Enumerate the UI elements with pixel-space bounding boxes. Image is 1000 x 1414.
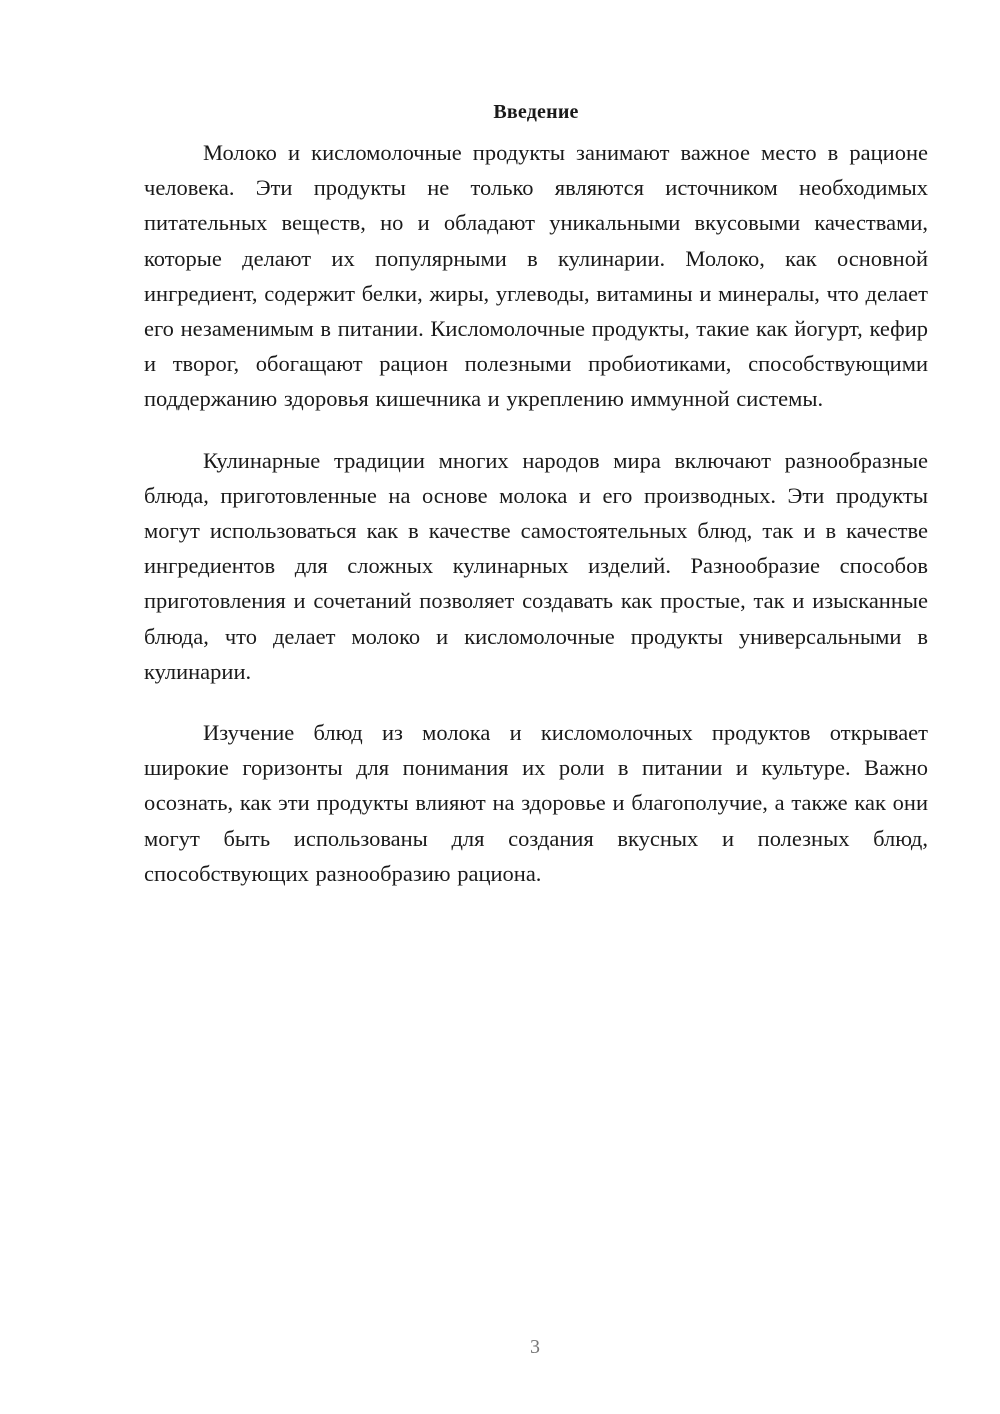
paragraph-3: Изучение блюд из молока и кисломолочных продуктов открывает широкие горизонты для понимания их роли в питании и культуре. Важно осознать, как эти продукты влияют на здоровье и благополучие, а также как они могут быть использованы для создания вкусных и полезных блюд, способствующих разнообразию рациона. [144,720,928,886]
section-title: Введение [493,101,579,123]
paragraph-1: Молоко и кисломолочные продукты занимают важное место в рационе человека. Эти продукты не только являются источником необходимых питательных веществ, но и обладают уникальными вкусовыми качествами, которые делают их популярными в кулинарии. Молоко, как основной ингредиент, содержит белки, жиры, углеводы, витамины и минералы, что делает его незаменимым в питании. Кисломолочные продукты, такие как йогурт, кефир и творог, обогащают рацион полезными пробиотиками, способствующими поддержанию здоровья кишечника и укреплению иммунной системы. [144,140,928,412]
paragraph-2: Кулинарные традиции многих народов мира включают разнообразные блюда, приготовленные на основе молока и его производных. Эти продукты могут использоваться как в качестве самостоятельных блюд, так и в качестве ингредиентов для сложных кулинарных изделий. Разнообразие способов приготовления и сочетаний позволяет создавать как простые, так и изысканные блюда, что делает молоко и кисломолочные продукты универсальными в кулинарии. [144,447,928,684]
page-number: 3 [530,1336,540,1358]
page-content [144,98,928,917]
